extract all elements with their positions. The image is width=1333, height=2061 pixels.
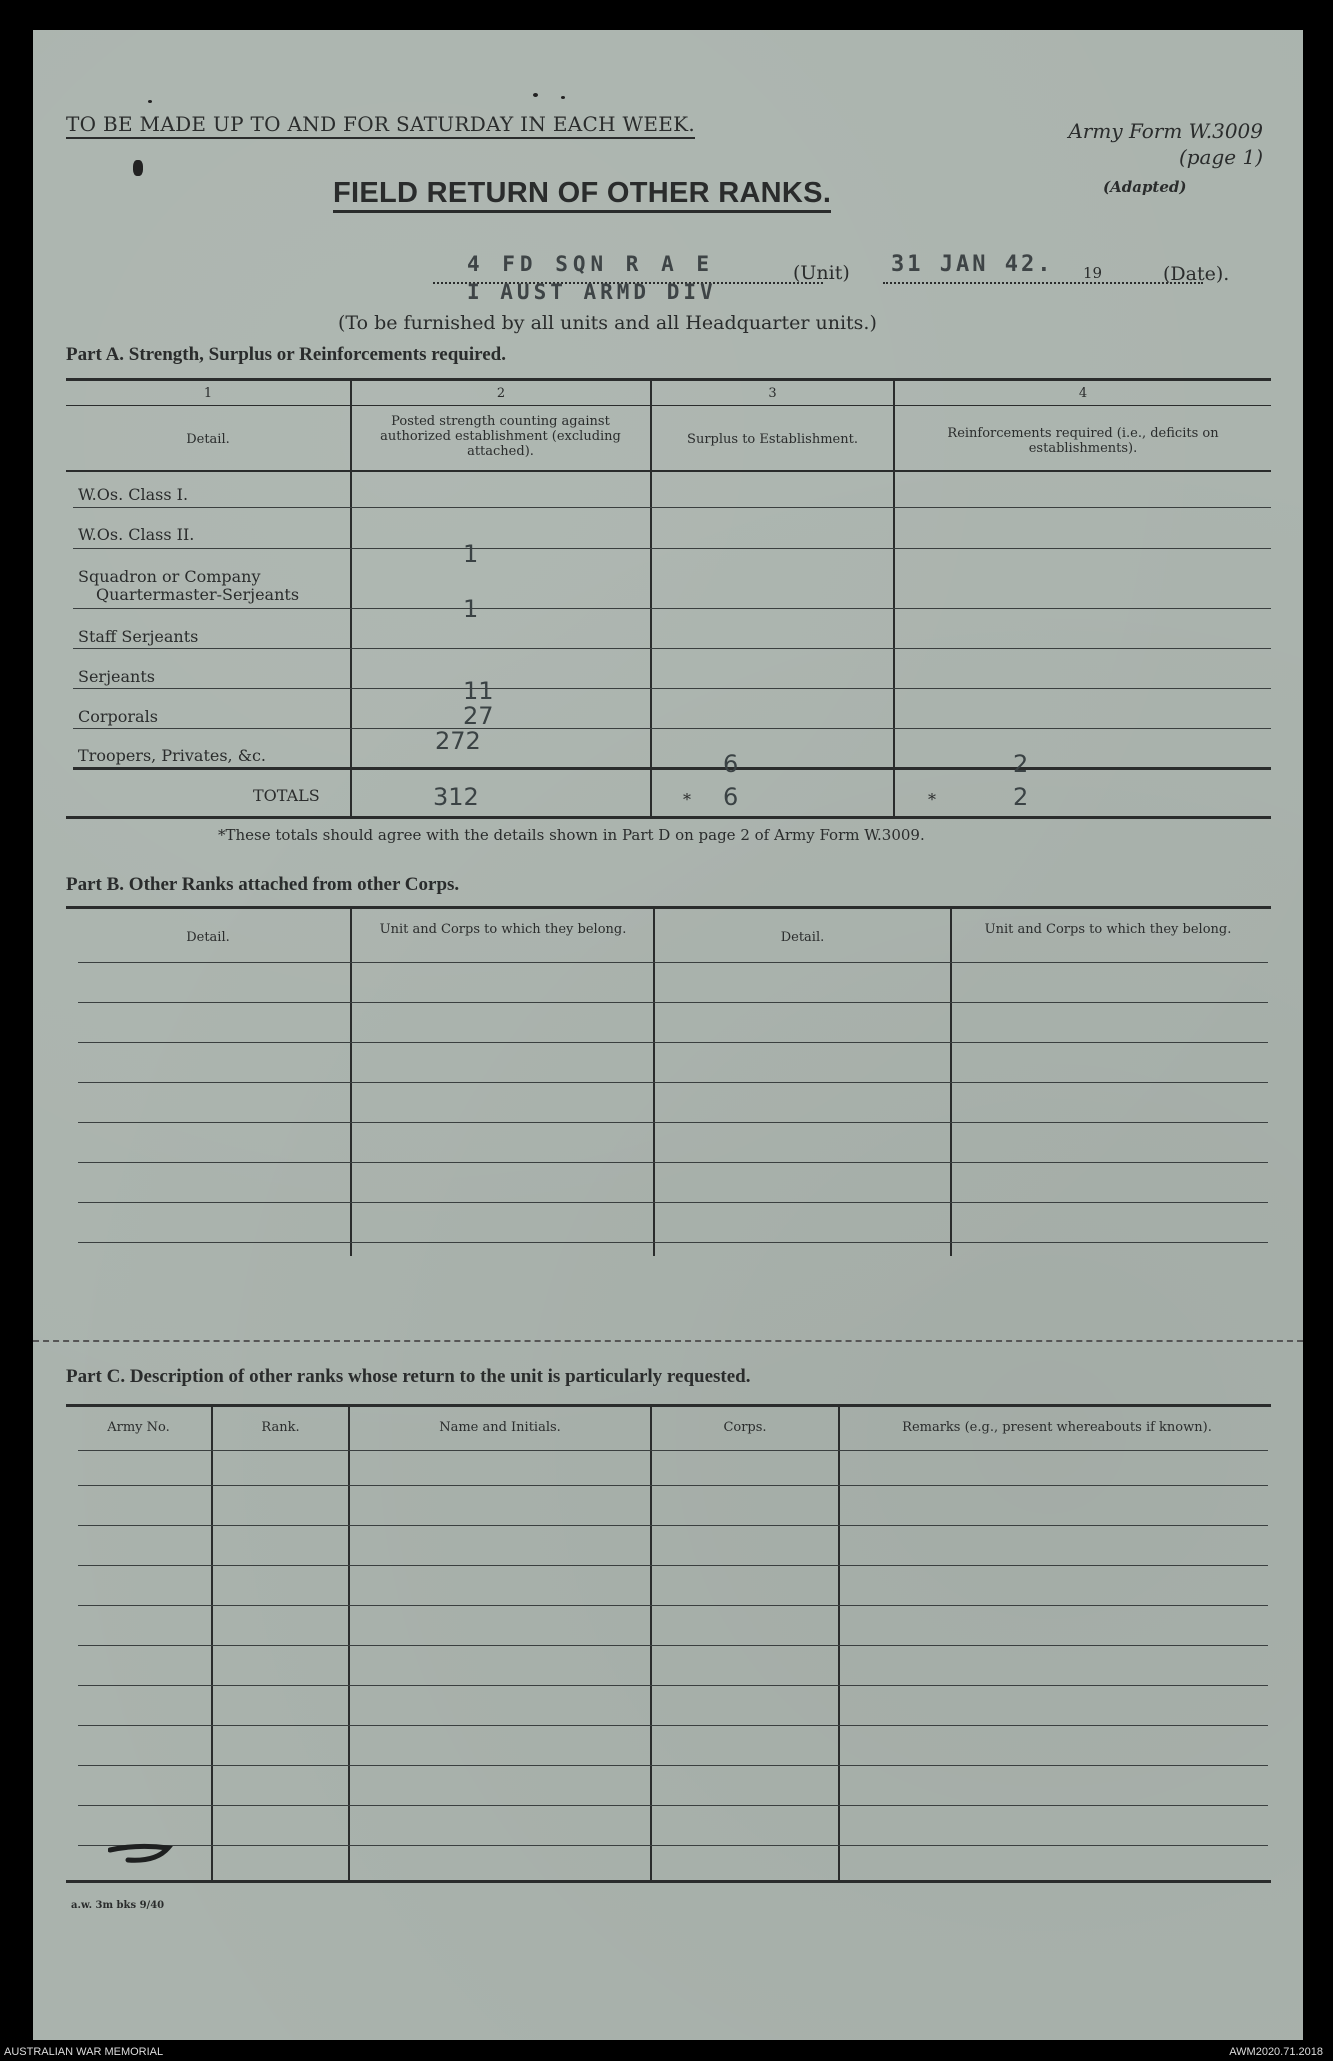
col-divider (950, 906, 952, 1256)
part-c-header-name: Name and Initials. (439, 1420, 561, 1435)
row-rule (78, 1002, 1268, 1003)
posted-value: 1 (463, 540, 479, 568)
part-a-top-rule (66, 378, 1271, 381)
speck (561, 96, 565, 99)
part-c-heading: Part C. Description of other ranks whose return to the unit is particularly requested. (66, 1366, 751, 1387)
part-b-header-unit: Unit and Corps to which they belong. (379, 922, 627, 937)
archive-reference: AWM2020.71.2018 (1229, 2046, 1323, 2058)
part-a-number-rule (66, 405, 1271, 406)
col-header-surplus: Surplus to Establishment. (687, 432, 858, 447)
part-c-bottom-rule (66, 1880, 1271, 1883)
row-label: Staff Serjeants (78, 627, 199, 646)
row-rule (78, 1765, 1268, 1766)
col-divider (893, 378, 895, 818)
speck (133, 160, 143, 176)
part-b-top-rule (66, 906, 1271, 909)
row-rule (73, 688, 1271, 689)
row-rule (78, 1450, 1268, 1451)
speck (533, 93, 538, 97)
form-sheet (33, 30, 1303, 2040)
part-b-header-detail: Detail. (186, 930, 230, 945)
ink-mark (108, 1842, 188, 1866)
totals-star: * (683, 790, 691, 809)
row-label: Serjeants (78, 667, 155, 686)
posted-value: 11 (463, 677, 494, 705)
row-rule (78, 1605, 1268, 1606)
totals-star: * (928, 790, 936, 809)
unit-typed: 4 FD SQN R A E (467, 252, 715, 276)
row-rule (78, 1082, 1268, 1083)
date-label: (Date). (1163, 263, 1230, 285)
perforation-line (33, 1340, 1303, 1342)
totals-footnote: *These totals should agree with the details shown in Part D on page 2 of Army Form W.3009. (218, 826, 925, 844)
col-number-2: 2 (496, 386, 506, 401)
archive-source: AUSTRALIAN WAR MEMORIAL (4, 2046, 164, 2058)
posted-value: 1 (463, 595, 479, 623)
totals-posted: 312 (433, 783, 479, 811)
speck (148, 100, 152, 103)
row-rule (78, 1805, 1268, 1806)
row-rule (78, 1685, 1268, 1686)
totals-reinforcements: 2 (1013, 783, 1029, 811)
col-number-1: 1 (203, 386, 213, 401)
surplus-value: 6 (723, 750, 739, 778)
row-label-cont: Quartermaster-Serjeants (96, 585, 300, 604)
posted-value: 27 (463, 702, 494, 730)
row-rule (78, 1565, 1268, 1566)
part-c-header-corps: Corps. (723, 1420, 767, 1435)
date-year-prefix: 19 (1083, 264, 1103, 282)
part-a-header-rule (66, 470, 1271, 472)
army-form-number (1033, 118, 1263, 170)
row-label: Corporals (78, 707, 158, 726)
furnish-note: (To be furnished by all units and all Headquarter units.) (338, 312, 877, 334)
col-header-reinforcements: Reinforcements required (i.e., deficits on establishments). (947, 426, 1219, 456)
row-rule (78, 1162, 1268, 1163)
army-form-label: Army Form W.3009 (1068, 119, 1263, 143)
part-c-header-rank: Rank. (261, 1420, 300, 1435)
row-rule (73, 507, 1271, 508)
part-b-header-detail-2: Detail. (780, 930, 825, 945)
row-rule (73, 608, 1271, 609)
col-divider (348, 1404, 350, 1882)
print-code: a.w. 3m bks 9/40 (71, 1900, 165, 1911)
part-b-header-unit-2: Unit and Corps to which they belong. (984, 922, 1232, 937)
totals-label: TOTALS (253, 786, 320, 805)
totals-surplus: 6 (723, 783, 739, 811)
col-header-posted: Posted strength counting against authorized establishment (excluding attached). (380, 414, 621, 459)
top-instruction: TO BE MADE UP TO AND FOR SATURDAY IN EACH WEEK. (66, 112, 695, 139)
row-rule (78, 1645, 1268, 1646)
col-number-3: 3 (768, 386, 777, 401)
row-rule (78, 1242, 1268, 1243)
row-rule (73, 648, 1271, 649)
row-rule (78, 1122, 1268, 1123)
row-rule (73, 728, 1271, 729)
part-c-header-remarks: Remarks (e.g., present whereabouts if known). (902, 1420, 1212, 1435)
totals-rule (73, 767, 1271, 770)
part-c-top-rule (66, 1404, 1271, 1407)
row-rule (78, 962, 1268, 963)
col-header-detail: Detail. (186, 432, 230, 447)
col-divider (350, 906, 352, 1256)
col-number-4: 4 (1078, 386, 1088, 401)
col-divider (211, 1404, 213, 1882)
date-typed: 31 JAN 42. (891, 252, 1054, 277)
row-label: W.Os. Class I. (78, 485, 189, 504)
part-a-bottom-rule (66, 816, 1271, 819)
form-title: FIELD RETURN OF OTHER RANKS. (333, 176, 831, 213)
army-form-page: (page 1) (1178, 145, 1263, 169)
unit-label: (Unit) (793, 262, 850, 284)
division-typed: I AUST ARMD DIV (467, 280, 717, 304)
reinforcement-value: 2 (1013, 750, 1029, 778)
row-rule (78, 1525, 1268, 1526)
part-c-header-army-no: Army No. (107, 1420, 170, 1435)
row-rule (78, 1485, 1268, 1486)
row-rule (78, 1725, 1268, 1726)
row-rule (73, 548, 1271, 549)
archive-bar (0, 2044, 1333, 2061)
row-label: Troopers, Privates, &c. (78, 746, 267, 765)
col-divider (350, 378, 352, 818)
col-divider (650, 1404, 652, 1882)
row-label: Squadron or Company (78, 567, 261, 586)
col-divider (838, 1404, 840, 1882)
col-divider (653, 906, 655, 1256)
adapted-note: (Adapted) (1103, 178, 1187, 196)
row-rule (78, 1202, 1268, 1203)
posted-value: 272 (435, 727, 481, 755)
part-a-heading: Part A. Strength, Surplus or Reinforcements required. (66, 344, 506, 365)
row-label: W.Os. Class II. (78, 525, 195, 544)
row-rule (78, 1042, 1268, 1043)
row-rule (78, 1845, 1268, 1846)
part-b-heading: Part B. Other Ranks attached from other Corps. (66, 874, 460, 895)
